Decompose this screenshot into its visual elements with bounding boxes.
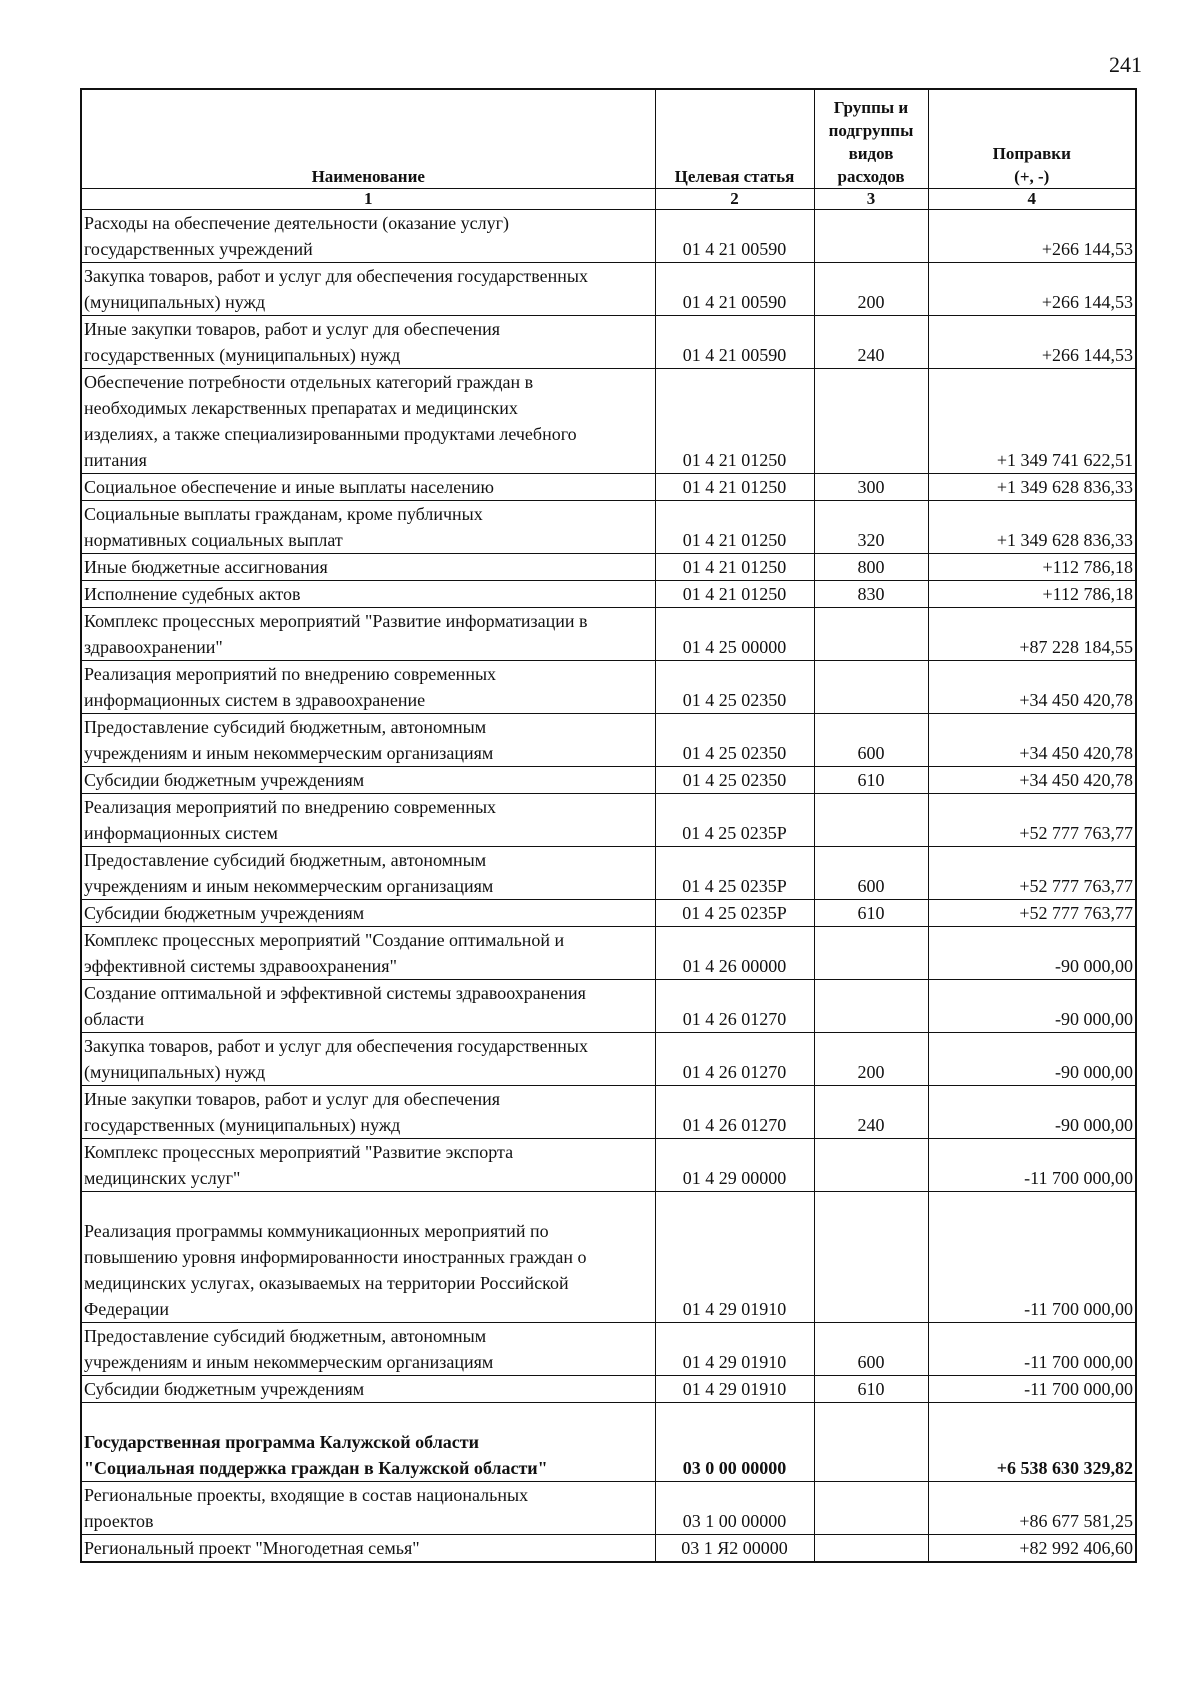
row-name-line: Реализация программы коммуникационных мероприятий по [84,1221,549,1241]
header-groups-line: расходов [837,167,905,186]
row-name-line: информационных систем [84,823,278,843]
table-row [81,927,1136,980]
row-name-line: Создание оптимальной и эффективной системы здравоохранения [84,983,586,1003]
row-expense-group [814,1403,928,1482]
row-name-line: информационных систем в здравоохранение [84,690,426,710]
row-name-line: повышению уровня информированности иностранных граждан о [84,1247,587,1267]
row-target-code: 01 4 26 01270 [655,1033,814,1086]
row-target-code: 01 4 25 02350 [655,661,814,714]
row-amendment-amount: -90 000,00 [928,1033,1136,1086]
row-amendment-amount: -11 700 000,00 [928,1192,1136,1323]
header-groups-line: видов [848,144,894,163]
row-target-code: 03 1 Я2 00000 [655,1535,814,1563]
row-target-code: 01 4 29 01910 [655,1323,814,1376]
row-name-line: Реализация мероприятий по внедрению современных [84,797,497,817]
row-name [81,1139,655,1192]
row-name-line: Субсидии бюджетным учреждениям [84,770,365,790]
row-name [81,980,655,1033]
row-amendment-amount: -11 700 000,00 [928,1323,1136,1376]
row-name [81,316,655,369]
row-name [81,554,655,581]
row-name [81,369,655,474]
row-name-line: здравоохранении" [84,637,223,657]
row-name-line: Комплекс процессных мероприятий "Создание оптимальной и [84,930,565,950]
row-name-line: государственных (муниципальных) нужд [84,1115,401,1135]
row-target-code: 01 4 26 00000 [655,927,814,980]
table-row [81,554,1136,581]
row-name-line: Субсидии бюджетным учреждениям [84,903,365,923]
row-name [81,661,655,714]
row-amendment-amount: +34 450 420,78 [928,714,1136,767]
row-expense-group: 240 [814,316,928,369]
header-amendments [928,89,1136,189]
row-expense-group [814,980,928,1033]
row-amendment-amount: +266 144,53 [928,316,1136,369]
row-expense-group [814,927,928,980]
row-expense-group: 240 [814,1086,928,1139]
row-amendment-amount: +6 538 630 329,82 [928,1403,1136,1482]
row-target-code: 01 4 29 01910 [655,1192,814,1323]
row-name-line: государственных учреждений [84,239,313,259]
table-row [81,581,1136,608]
row-name-line: Иные закупки товаров, работ и услуг для обеспечения [84,1089,500,1109]
row-name [81,608,655,661]
row-target-code: 01 4 21 01250 [655,501,814,554]
row-name-line: эффективной системы здравоохранения" [84,956,397,976]
table-row [81,1376,1136,1403]
table-row [81,1482,1136,1535]
row-name-line: Иные бюджетные ассигнования [84,557,328,577]
row-name-line: (муниципальных) нужд [84,292,266,312]
row-amendment-amount: -90 000,00 [928,980,1136,1033]
row-target-code: 01 4 25 0235Р [655,794,814,847]
row-expense-group: 830 [814,581,928,608]
row-expense-group [814,661,928,714]
column-number: 2 [655,189,814,210]
row-name [81,1033,655,1086]
header-amend-line: (+, -) [1014,167,1050,186]
header-amend-line: Поправки [992,144,1071,163]
row-name [81,714,655,767]
row-target-code: 03 1 00 00000 [655,1482,814,1535]
row-name-line: "Социальная поддержка граждан в Калужской области" [84,1458,548,1478]
table-row [81,474,1136,501]
row-target-code: 01 4 21 00590 [655,210,814,263]
row-name-line: Государственная программа Калужской области [84,1432,479,1452]
row-target-code: 01 4 25 02350 [655,714,814,767]
row-name-line: необходимых лекарственных препаратах и медицинских [84,398,518,418]
column-number: 1 [81,189,655,210]
table-row [81,714,1136,767]
row-amendment-amount: +266 144,53 [928,210,1136,263]
row-name-line: Предоставление субсидий бюджетным, автономным [84,850,487,870]
row-name [81,1376,655,1403]
row-target-code: 01 4 29 00000 [655,1139,814,1192]
row-name-line: Федерации [84,1299,170,1319]
row-name-line [84,1403,653,1429]
row-amendment-amount: +1 349 628 836,33 [928,501,1136,554]
row-name-line: Комплекс процессных мероприятий "Развитие информатизации в [84,611,588,631]
table-row [81,900,1136,927]
row-amendment-amount: +1 349 741 622,51 [928,369,1136,474]
table-row [81,1192,1136,1323]
row-expense-group: 610 [814,1376,928,1403]
row-expense-group [814,1139,928,1192]
row-expense-group [814,1535,928,1563]
row-expense-group: 600 [814,1323,928,1376]
row-amendment-amount: -90 000,00 [928,927,1136,980]
row-target-code: 01 4 26 01270 [655,1086,814,1139]
header-groups-line: подгруппы [828,121,914,140]
row-name-line: (муниципальных) нужд [84,1062,266,1082]
row-name-line: Социальные выплаты гражданам, кроме публичных [84,504,483,524]
header-expense-groups [814,89,928,189]
row-amendment-amount: -11 700 000,00 [928,1139,1136,1192]
row-name [81,1192,655,1323]
table-row [81,1086,1136,1139]
table-row [81,263,1136,316]
row-target-code: 01 4 25 00000 [655,608,814,661]
row-name [81,847,655,900]
row-target-code: 01 4 21 00590 [655,316,814,369]
row-amendment-amount: +266 144,53 [928,263,1136,316]
row-name-line: Социальное обеспечение и иные выплаты населению [84,477,494,497]
row-name-line: Закупка товаров, работ и услуг для обеспечения государственных [84,1036,589,1056]
row-name-line: медицинских услугах, оказываемых на территории Российской [84,1273,569,1293]
row-target-code: 01 4 21 00590 [655,263,814,316]
budget-amendments-table [80,88,1137,1563]
row-expense-group: 300 [814,474,928,501]
table-row [81,210,1136,263]
row-name-line: проектов [84,1511,154,1531]
row-amendment-amount: +34 450 420,78 [928,767,1136,794]
row-target-code: 01 4 21 01250 [655,474,814,501]
table-row [81,501,1136,554]
row-expense-group: 600 [814,714,928,767]
table-row [81,794,1136,847]
row-name-line: Исполнение судебных актов [84,584,301,604]
column-number: 4 [928,189,1136,210]
row-name-line: медицинских услуг" [84,1168,241,1188]
row-expense-group [814,369,928,474]
row-name [81,900,655,927]
row-expense-group: 610 [814,767,928,794]
row-name [81,474,655,501]
row-amendment-amount: -90 000,00 [928,1086,1136,1139]
row-expense-group: 610 [814,900,928,927]
table-row [81,1033,1136,1086]
row-name-line: Предоставление субсидий бюджетным, автономным [84,717,487,737]
row-target-code: 01 4 29 01910 [655,1376,814,1403]
row-name-line: Региональные проекты, входящие в состав национальных [84,1485,529,1505]
row-name-line: нормативных социальных выплат [84,530,343,550]
row-target-code: 03 0 00 00000 [655,1403,814,1482]
row-name [81,1482,655,1535]
row-expense-group: 200 [814,263,928,316]
row-expense-group [814,1192,928,1323]
row-name-line: Иные закупки товаров, работ и услуг для обеспечения [84,319,500,339]
row-expense-group: 600 [814,847,928,900]
row-target-code: 01 4 21 01250 [655,369,814,474]
header-groups-line: Группы и [833,98,909,117]
row-target-code: 01 4 25 0235Р [655,847,814,900]
row-amendment-amount: +34 450 420,78 [928,661,1136,714]
row-expense-group [814,608,928,661]
row-name-line: области [84,1009,145,1029]
row-name-line: Реализация мероприятий по внедрению современных [84,664,497,684]
table-row [81,1535,1136,1563]
row-name [81,1535,655,1563]
row-expense-group [814,1482,928,1535]
row-name-line [84,1192,653,1218]
row-amendment-amount: +52 777 763,77 [928,794,1136,847]
header-target-article: Целевая статья [655,89,814,189]
row-amendment-amount: +87 228 184,55 [928,608,1136,661]
row-amendment-amount: +82 992 406,60 [928,1535,1136,1563]
row-name-line: Комплекс процессных мероприятий "Развитие экспорта [84,1142,514,1162]
table-row [81,767,1136,794]
row-name [81,581,655,608]
row-name-line: Закупка товаров, работ и услуг для обеспечения государственных [84,266,589,286]
table-row [81,608,1136,661]
row-name [81,1086,655,1139]
row-expense-group [814,210,928,263]
row-name-line: учреждениям и иным некоммерческим организациям [84,743,494,763]
column-number: 3 [814,189,928,210]
row-name [81,1323,655,1376]
row-expense-group [814,794,928,847]
row-name [81,927,655,980]
row-name-line: Региональный проект "Многодетная семья" [84,1538,420,1558]
row-expense-group: 200 [814,1033,928,1086]
row-name-line: учреждениям и иным некоммерческим организациям [84,1352,494,1372]
table-row [81,316,1136,369]
row-name [81,263,655,316]
table-row [81,1403,1136,1482]
row-target-code: 01 4 26 01270 [655,980,814,1033]
row-name-line: Обеспечение потребности отдельных категорий граждан в [84,372,534,392]
row-expense-group: 320 [814,501,928,554]
row-name [81,210,655,263]
row-name-line: государственных (муниципальных) нужд [84,345,401,365]
row-name [81,501,655,554]
row-name-line: Предоставление субсидий бюджетным, автономным [84,1326,487,1346]
row-amendment-amount: +52 777 763,77 [928,900,1136,927]
table-row [81,847,1136,900]
row-name-line: Расходы на обеспечение деятельности (оказание услуг) [84,213,509,233]
row-amendment-amount: +112 786,18 [928,581,1136,608]
row-target-code: 01 4 21 01250 [655,581,814,608]
table-row [81,369,1136,474]
row-name-line: Субсидии бюджетным учреждениям [84,1379,365,1399]
row-amendment-amount: +52 777 763,77 [928,847,1136,900]
header-name: Наименование [81,89,655,189]
row-target-code: 01 4 21 01250 [655,554,814,581]
row-name-line: учреждениям и иным некоммерческим организациям [84,876,494,896]
table-row [81,661,1136,714]
row-name-line: питания [84,450,147,470]
row-amendment-amount: +86 677 581,25 [928,1482,1136,1535]
row-target-code: 01 4 25 0235Р [655,900,814,927]
table-row [81,980,1136,1033]
row-name-line: изделиях, а также специализированными продуктами лечебного [84,424,577,444]
row-name [81,794,655,847]
page-number: 241 [1109,52,1142,77]
row-target-code: 01 4 25 02350 [655,767,814,794]
row-amendment-amount: +1 349 628 836,33 [928,474,1136,501]
row-name [81,1403,655,1482]
table-row [81,1323,1136,1376]
row-amendment-amount: +112 786,18 [928,554,1136,581]
row-expense-group: 800 [814,554,928,581]
row-amendment-amount: -11 700 000,00 [928,1376,1136,1403]
table-row [81,1139,1136,1192]
row-name [81,767,655,794]
